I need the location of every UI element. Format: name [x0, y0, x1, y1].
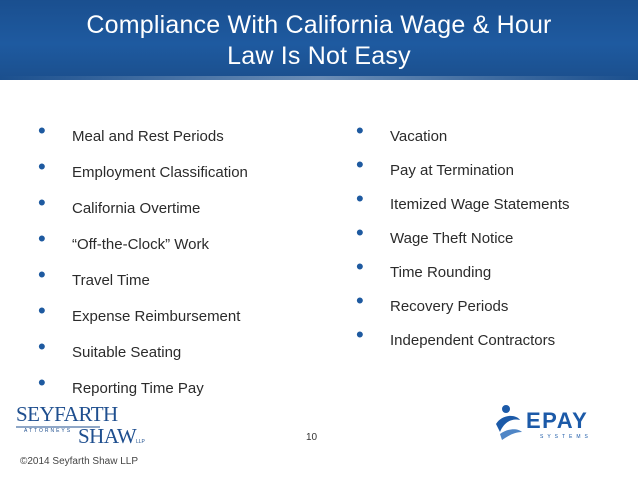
list-item-label: Vacation	[390, 128, 448, 145]
list-item	[356, 254, 570, 298]
copyright-text: ©2014 Seyfarth Shaw LLP	[20, 456, 138, 467]
list-item-label: Pay at Termination	[390, 162, 514, 179]
bullet-dot-icon: •	[38, 154, 46, 179]
list-item-label: California Overtime	[72, 200, 201, 217]
bullet-dot-icon: •	[356, 288, 364, 313]
epay-logo-main: EPAY	[526, 408, 589, 433]
list-item-label: Time Rounding	[390, 264, 492, 281]
seyfarth-shaw-logo	[16, 403, 166, 449]
seyfarth-logo-llp: LLP	[136, 439, 145, 445]
bullet-dot-icon: •	[356, 118, 364, 143]
list-item	[38, 190, 248, 236]
list-item-label: Suitable Seating	[72, 344, 182, 361]
list-item	[38, 334, 248, 380]
bullet-dot-icon: •	[38, 226, 46, 251]
bullet-dot-icon: •	[356, 254, 364, 279]
list-item	[356, 186, 570, 230]
list-item	[356, 288, 570, 332]
list-item	[356, 220, 570, 264]
seyfarth-logo-top: SEYFARTH	[16, 403, 118, 426]
bullet-dot-icon: •	[38, 118, 46, 143]
bullet-dot-icon: •	[356, 322, 364, 347]
list-item-label: Travel Time	[72, 272, 150, 289]
list-item-label: “Off-the-Clock” Work	[72, 236, 209, 253]
bullet-dot-icon: •	[356, 220, 364, 245]
list-item	[38, 154, 248, 200]
list-item	[38, 298, 248, 344]
list-item-label: Independent Contractors	[390, 332, 556, 349]
list-item	[38, 262, 248, 308]
seyfarth-logo-bottom: SHAW	[78, 424, 137, 448]
list-item-label: Wage Theft Notice	[390, 230, 514, 247]
list-item-label: Reporting Time Pay	[72, 380, 204, 397]
bullet-dot-icon: •	[38, 334, 46, 359]
list-item	[38, 226, 248, 272]
slide-title-line-1: Compliance With California Wage & Hour	[86, 11, 552, 39]
list-item	[356, 322, 570, 366]
left-bullet-list	[38, 118, 248, 416]
bullet-dot-icon: •	[38, 190, 46, 215]
list-item	[356, 118, 570, 162]
page-number: 10	[306, 432, 318, 443]
slide-title	[0, 10, 638, 72]
list-item-label: Expense Reimbursement	[72, 308, 241, 325]
list-item-label: Itemized Wage Statements	[390, 196, 570, 213]
bullet-dot-icon: •	[38, 262, 46, 287]
list-item-label: Meal and Rest Periods	[72, 128, 224, 145]
list-item	[356, 152, 570, 196]
list-item-label: Recovery Periods	[390, 298, 509, 315]
right-bullet-list	[356, 118, 570, 366]
list-item	[38, 118, 248, 164]
seyfarth-logo-mid: ATTORNEYS	[24, 428, 73, 434]
bullet-dot-icon: •	[38, 298, 46, 323]
epay-logo-sub: SYSTEMS	[540, 434, 592, 440]
bullet-dot-icon: •	[356, 186, 364, 211]
slide-title-line-2: Law Is Not Easy	[227, 42, 411, 70]
epay-swirl-icon	[496, 405, 522, 440]
bullet-dot-icon: •	[356, 152, 364, 177]
title-bar	[0, 0, 638, 80]
epay-systems-logo	[494, 402, 604, 442]
bullet-dot-icon: •	[38, 370, 46, 395]
list-item-label: Employment Classification	[72, 164, 248, 181]
